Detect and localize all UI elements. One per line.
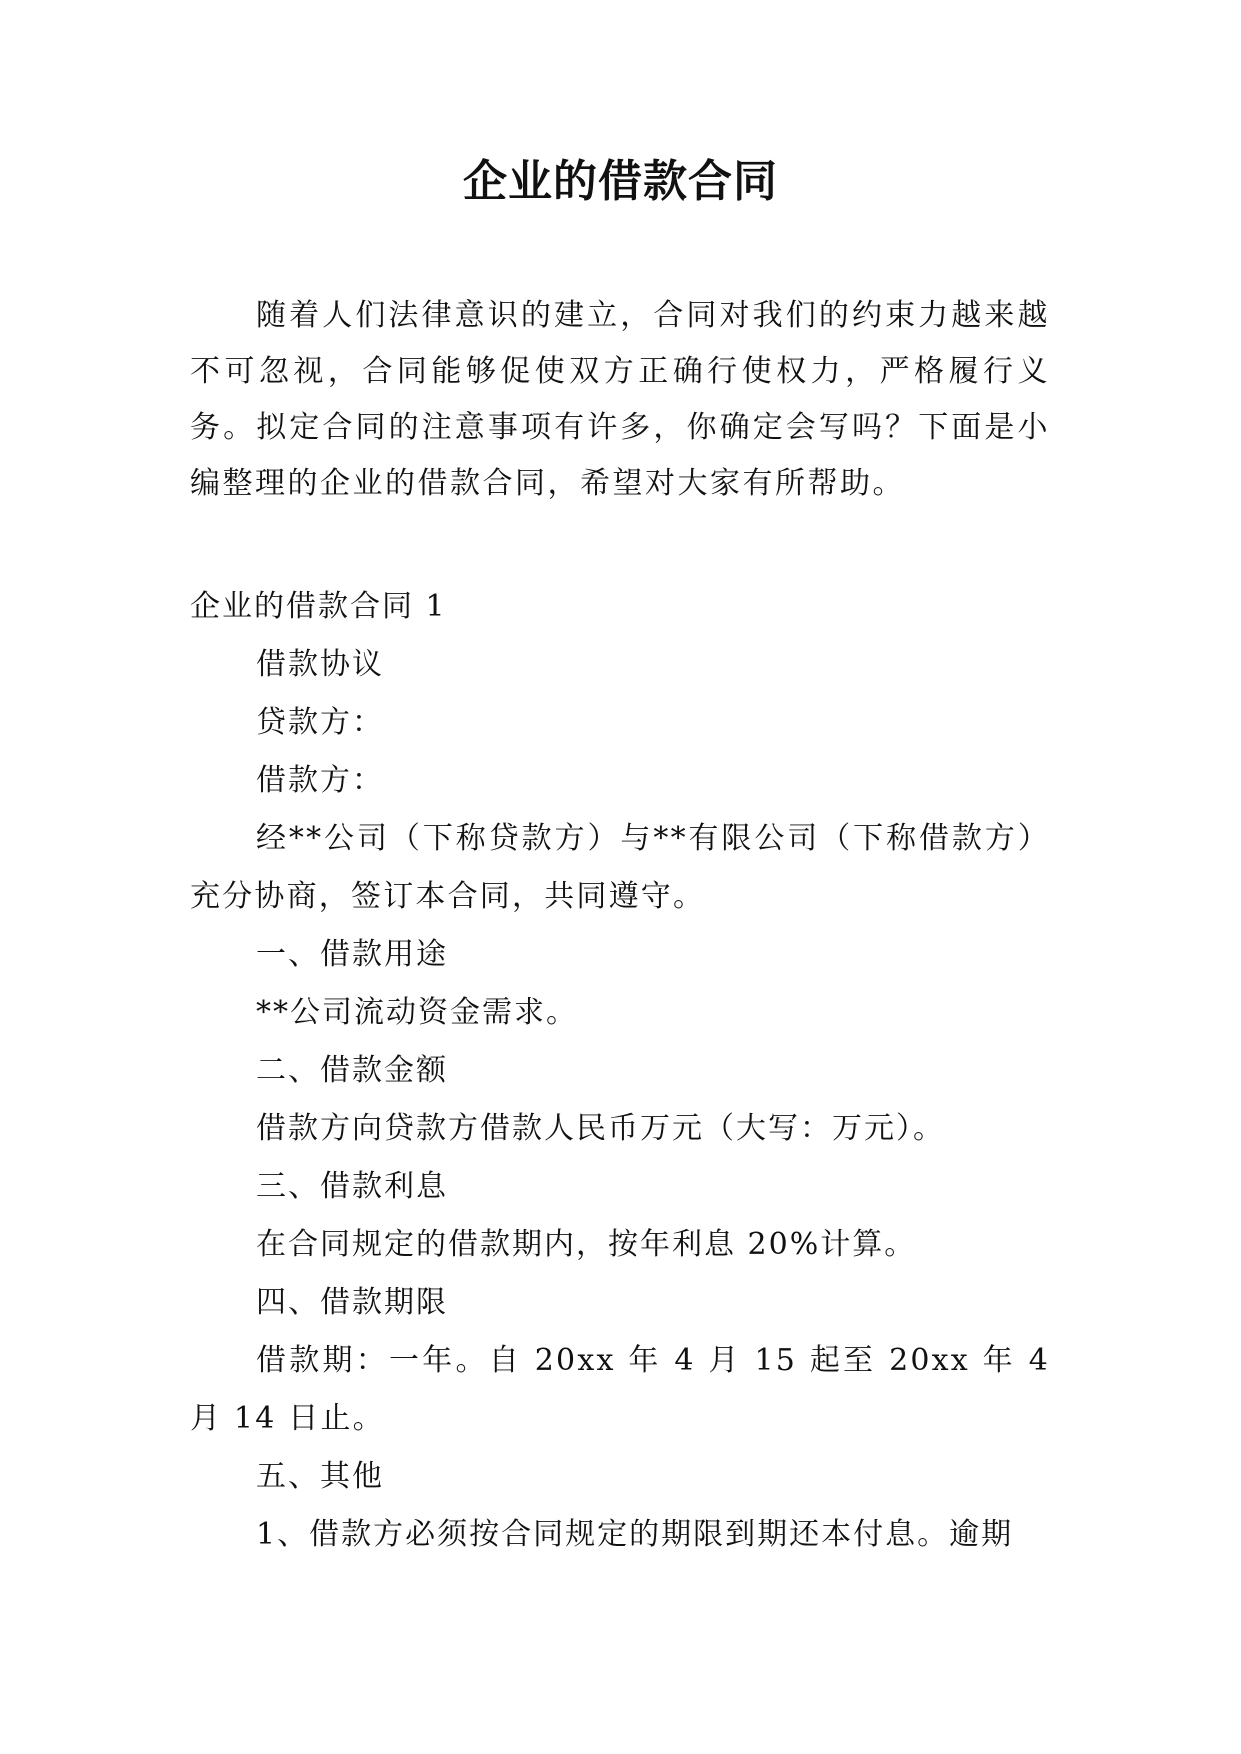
document-title: 企业的借款合同	[463, 156, 778, 207]
clause-heading-interest: 三、借款利息	[256, 1169, 448, 1204]
section-heading: 企业的借款合同 1	[190, 589, 447, 624]
clause-heading-term: 四、借款期限	[256, 1285, 448, 1320]
agreement-title: 借款协议	[256, 647, 384, 682]
clause-text-amount: 借款方向贷款方借款人民币万元（大写：万元）。	[256, 1111, 945, 1146]
contract-body	[190, 578, 1050, 1564]
clause-heading-purpose: 一、借款用途	[256, 937, 448, 972]
clause-text-purpose: **公司流动资金需求。	[256, 995, 578, 1030]
lender-label: 贷款方：	[256, 705, 384, 740]
clause-heading-amount: 二、借款金额	[256, 1053, 448, 1088]
preamble-paragraph: 经**公司（下称贷款方）与**有限公司（下称借款方）充分协商，签订本合同，共同遵守。	[190, 821, 1050, 914]
clause-text-interest: 在合同规定的借款期内，按年利息 20%计算。	[256, 1227, 917, 1262]
intro-paragraph: 随着人们法律意识的建立，合同对我们的约束力越来越不可忽视，合同能够促使双方正确行使权力，严格履行义务。拟定合同的注意事项有许多，你确定会写吗？下面是小编整理的企业的借款合同，希望对大家有所帮助。	[190, 298, 1050, 501]
clause-heading-other: 五、其他	[256, 1459, 384, 1494]
clause-text-other: 1、借款方必须按合同规定的期限到期还本付息。逾期	[256, 1517, 1014, 1552]
clause-text-term: 借款期：一年。自 20xx 年 4 月 15 起至 20xx 年 4 月 14 日止。	[190, 1343, 1050, 1436]
borrower-label: 借款方：	[256, 763, 384, 798]
